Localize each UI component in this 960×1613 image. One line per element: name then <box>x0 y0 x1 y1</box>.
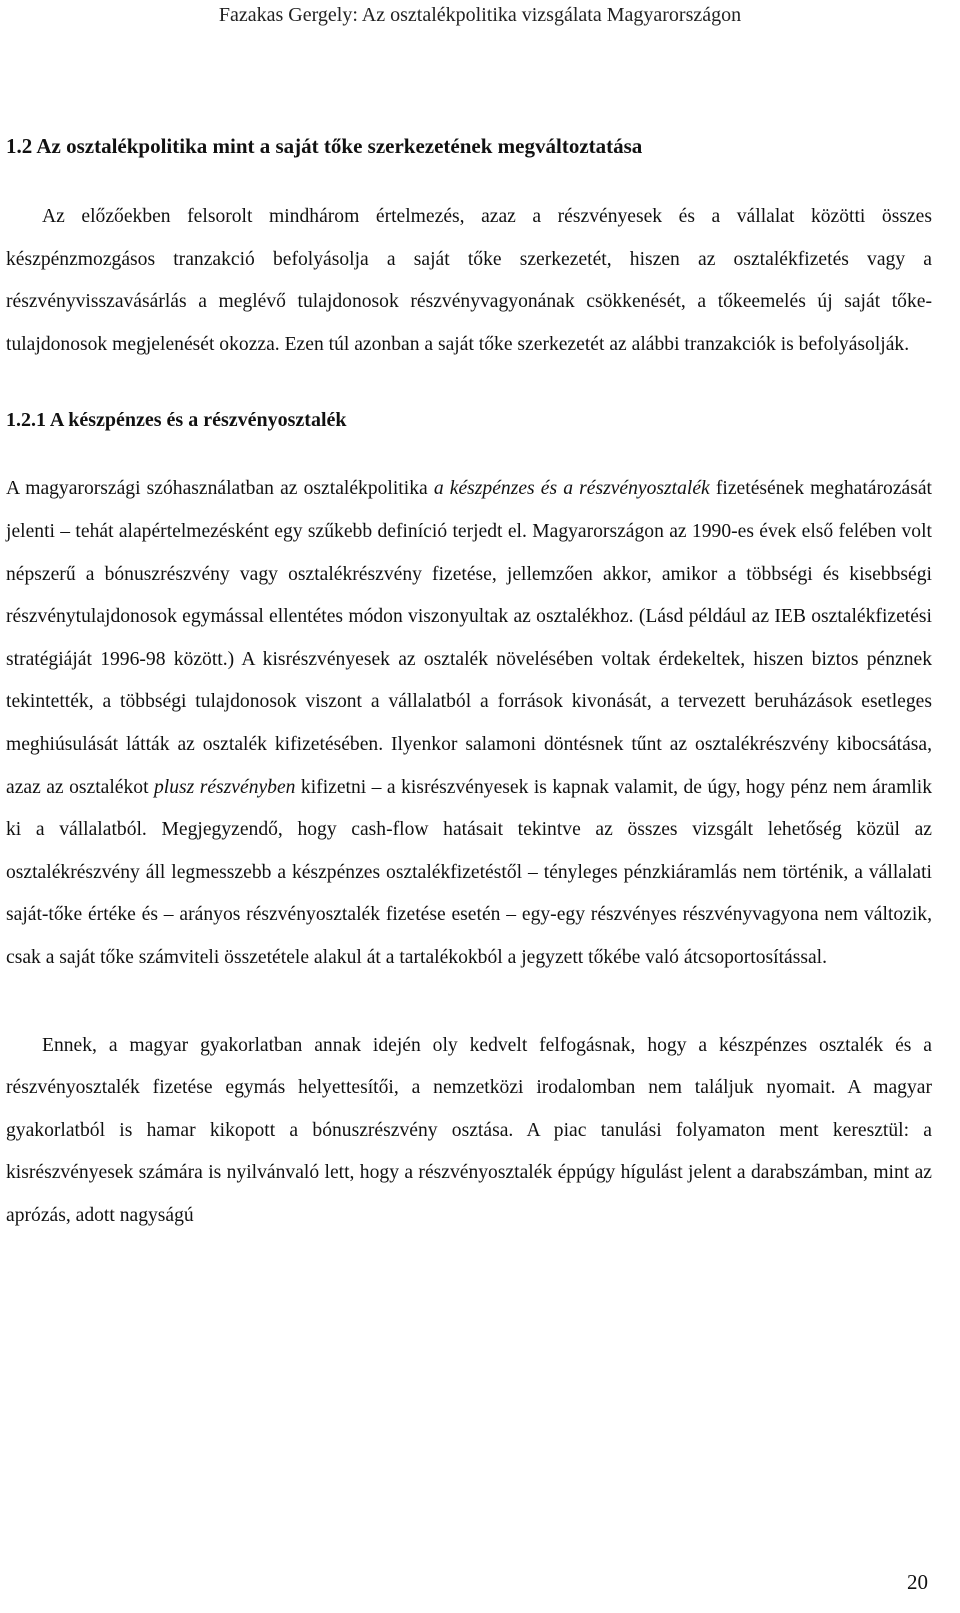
text-run: fizetésének meghatározását jelenti – tehát alapértelmezésként egy szűkebb definíció terjedt el. Magyarországon az 1990-es évek első felében volt népszerű a bónuszrészvény vagy osztalékrészvény fizetése, jellemzően akkor, amikor a többségi és kisebbségi részvénytulajdonosok egymással ellentétes módon viszonyultak az osztalékhoz. (Lásd például az IEB osztalékfizetési stratégiáját 1996-98 között.) A kisrészvényesek az osztalék növelésében voltak érdekeltek, hiszen biztos pénznek tekintették, a többségi tulajdonosok viszont a vállalatból a források kivonását, a tervezett beruházások esetleges meghiúsulását látták az osztalék kifizetésében. Ilyenkor salamoni döntésnek tűnt az osztalékrészvény kibocsátása, azaz az osztalékot <box>6 478 932 798</box>
italic-term: a készpénzes és a részvényosztalék <box>433 478 710 500</box>
document-body <box>6 130 932 1237</box>
text-run: A magyarországi szóhasználatban az osztalékpolitika <box>6 478 434 500</box>
paragraph: Ennek, a magyar gyakorlatban annak idején oly kedvelt felfogásnak, hogy a készpénzes osztalék és a részvényosztalék fizetése egymás helyettesítői, a nemzetközi irodalomban nem találjuk nyomait. A magyar gyakorlatból is hamar kikopott a bónuszrészvény osztása. A piac tanulási folyamaton ment keresztül: a kisrészvényesek számára is nyilvánvaló lett, hogy a részvényosztalék éppúgy hígulást jelent a darabszámban, mint az aprózás, adott nagyságú <box>6 1034 932 1226</box>
paragraph: Az előzőekben felsorolt mindhárom értelmezés, azaz a részvényesek és a vállalat közötti összes készpénzmozgásos tranzakció befolyásolja a saját tőke szerkezetét, hiszen az osztalékfizetés vagy a részvényvisszavásárlás a meglévő tulajdonosok részvényvagyonának csökkenését, a tőkeemelés új saját tőke-tulajdonosok megjelenését okozza. Ezen túl azonban a saját tőke szerkezetét az alábbi tranzakciók is befolyásolják. <box>6 206 932 355</box>
running-header: Fazakas Gergely: Az osztalékpolitika vizsgálata Magyarországon <box>218 4 742 26</box>
subsection-title: 1.2.1 A készpénzes és a részvényosztalék <box>6 409 347 432</box>
paragraph <box>6 468 932 979</box>
section-title: 1.2 Az osztalékpolitika mint a saját tőke szerkezetének megváltoztatása <box>6 134 643 158</box>
page-number: 20 <box>907 1570 928 1594</box>
italic-term: plusz részvényben <box>153 776 296 798</box>
text-run: kifizetni – a kisrészvényesek is kapnak valamit, de úgy, hogy pénz nem áramlik ki a vállalatból. Megjegyzendő, hogy cash-flow hatásait tekintve az összes vizsgált lehetőség közül az osztalékrészvény áll legmesszebb a készpénzes osztalékfizetéstől – tényleges pénzkiáramlás nem történik, a vállalati saját-tőke értéke és – arányos részvényosztalék fizetése esetén – egy-egy részvényes részvényvagyona nem változik, csak a saját tőke számviteli összetétele alakul át a tartalékokból a jegyzett tőkébe való átcsoportosítással. <box>6 776 933 968</box>
